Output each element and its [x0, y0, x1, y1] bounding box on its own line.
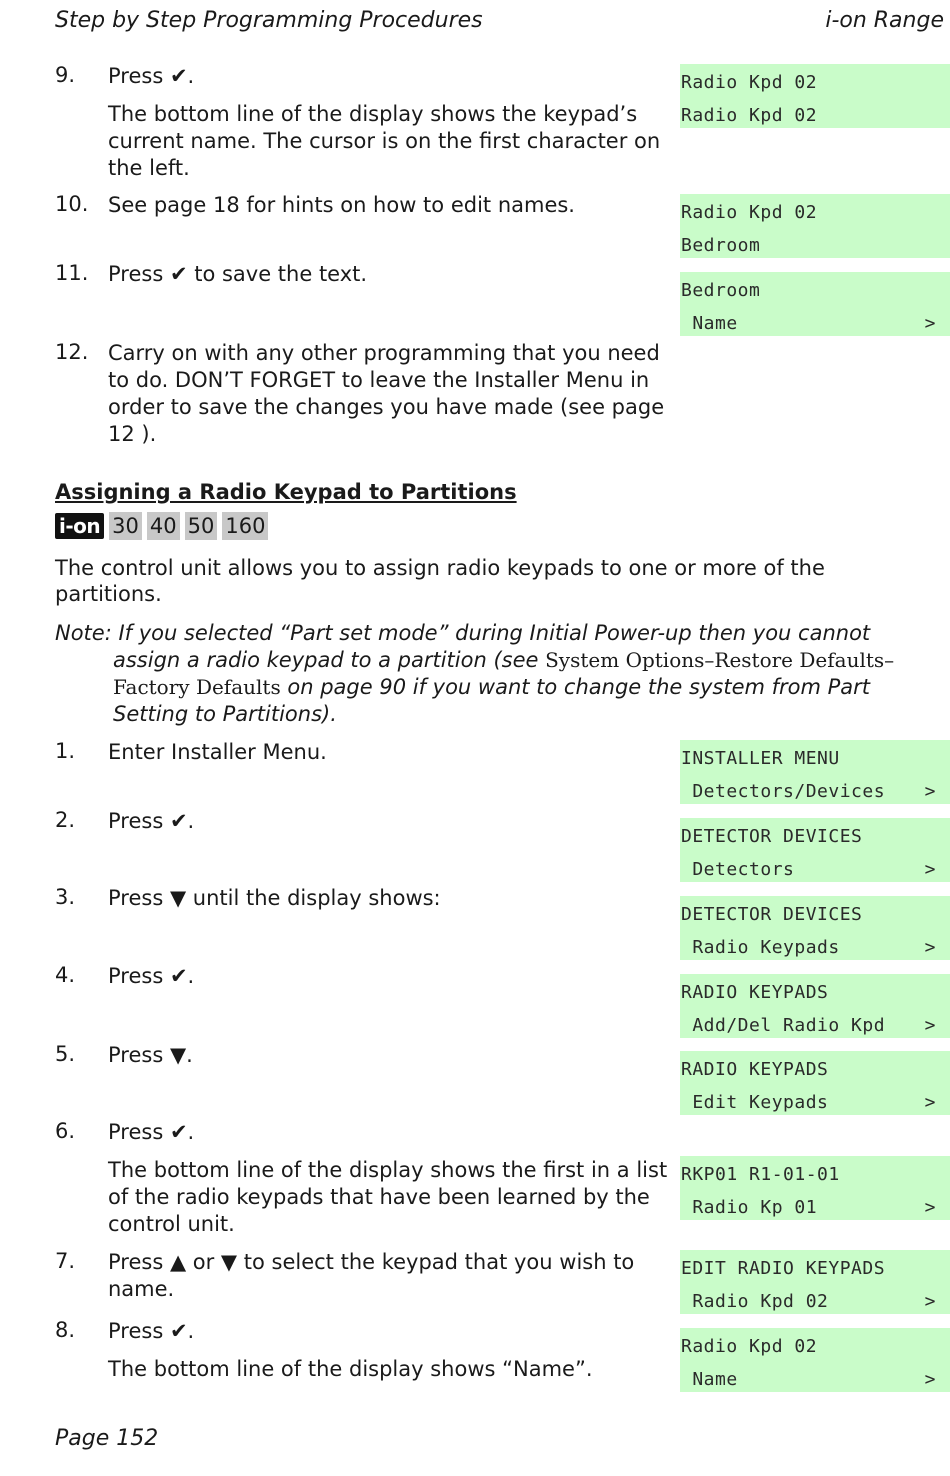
step-number: 5. — [55, 1042, 76, 1066]
step-text: Press ✔ to save the text. — [108, 262, 368, 286]
lcd-line-1: DETECTOR DEVICES — [681, 826, 863, 847]
step-text: Press ▼ until the display shows: — [108, 886, 441, 910]
step-text: The bottom line of the display shows the first in a list of the radio keypads that have been learned by the control unit. — [108, 1158, 668, 1236]
lcd-display — [680, 974, 950, 1038]
lcd-line-2: Detectors — [681, 859, 795, 880]
step-number: 8. — [55, 1318, 76, 1342]
lcd-display — [680, 740, 950, 804]
chevron-right-icon: > — [924, 1291, 936, 1312]
step-number: 9. — [55, 63, 76, 87]
lcd-line-2: Bedroom — [681, 235, 761, 256]
model-badge: 160 — [222, 512, 268, 540]
step-text: Press ✔. — [108, 1120, 195, 1144]
step-number: 11. — [55, 261, 89, 285]
section-heading: Assigning a Radio Keypad to Partitions — [55, 480, 517, 504]
model-badges — [55, 512, 268, 540]
note-reference: System Options–Restore Defaults– — [545, 648, 895, 672]
lcd-line-2: Detectors/Devices — [681, 781, 886, 802]
chevron-right-icon: > — [924, 1197, 936, 1218]
note-paragraph — [55, 620, 935, 728]
step-text: Carry on with any other programming that you need to do. DON’T FORGET to leave the Installer Menu in order to save the changes you have made (see page 12 ). — [108, 341, 665, 446]
step-number: 2. — [55, 808, 76, 832]
lcd-display — [680, 818, 950, 882]
model-badge: 50 — [185, 512, 218, 540]
page-header-product: i-on Range — [825, 8, 944, 33]
lcd-display — [680, 1051, 950, 1115]
lcd-line-1: Radio Kpd 02 — [681, 202, 818, 223]
lcd-line-1: Radio Kpd 02 — [681, 1336, 818, 1357]
lcd-line-2: Radio Keypads — [681, 937, 840, 958]
step-number: 7. — [55, 1249, 76, 1273]
lcd-display — [680, 896, 950, 960]
ion-logo: i-on — [55, 513, 104, 539]
lcd-line-1: RADIO KEYPADS — [681, 1059, 829, 1080]
note-text: on page 90 if you want to change the system from Part Setting to Partitions). — [113, 675, 871, 726]
model-badge: 30 — [109, 512, 142, 540]
step-number: 3. — [55, 885, 76, 909]
model-badge: 40 — [147, 512, 180, 540]
step-number: 1. — [55, 739, 76, 763]
step-number: 4. — [55, 963, 76, 987]
lcd-line-2: Name — [681, 313, 738, 334]
step-text: Press ✔. — [108, 964, 195, 988]
step-text: Press ✔. — [108, 1319, 195, 1343]
lcd-line-2: Radio Kpd 02 — [681, 1291, 829, 1312]
step-text: See page 18 for hints on how to edit names. — [108, 193, 575, 217]
step-text: The bottom line of the display shows the keypad’s current name. The cursor is on the first character on the left. — [108, 102, 661, 180]
step-number: 12. — [55, 340, 89, 364]
lcd-display — [680, 194, 950, 258]
lcd-display — [680, 64, 950, 128]
lcd-line-2: Radio Kpd 02 — [681, 105, 818, 126]
lcd-line-2: Edit Keypads — [681, 1092, 829, 1113]
lcd-line-1: Radio Kpd 02 — [681, 72, 818, 93]
intro-paragraph: The control unit allows you to assign radio keypads to one or more of the partitions. — [55, 556, 825, 606]
step-text: Press ✔. — [108, 64, 195, 88]
note-text: assign a radio keypad to a partition (see — [113, 648, 546, 672]
lcd-line-2: Radio Kp 01 — [681, 1197, 818, 1218]
chevron-right-icon: > — [924, 1369, 936, 1390]
chevron-right-icon: > — [924, 781, 936, 802]
chevron-right-icon: > — [924, 1092, 936, 1113]
step-text: Press ▼. — [108, 1043, 193, 1067]
lcd-line-2: Add/Del Radio Kpd — [681, 1015, 886, 1036]
step-number: 10. — [55, 192, 89, 216]
page-number: Page 152 — [55, 1426, 159, 1451]
lcd-line-1: RKP01 R1-01-01 — [681, 1164, 840, 1185]
lcd-line-1: EDIT RADIO KEYPADS — [681, 1258, 886, 1279]
lcd-display — [680, 272, 950, 336]
step-text: The bottom line of the display shows “Name”. — [108, 1357, 593, 1381]
chevron-right-icon: > — [924, 937, 936, 958]
chevron-right-icon: > — [924, 313, 936, 334]
lcd-line-1: Bedroom — [681, 280, 761, 301]
step-text: Press ▲ or ▼ to select the keypad that you wish to name. — [108, 1250, 635, 1301]
lcd-display — [680, 1156, 950, 1220]
step-number: 6. — [55, 1119, 76, 1143]
step-text: Enter Installer Menu. — [108, 740, 327, 764]
lcd-line-1: RADIO KEYPADS — [681, 982, 829, 1003]
step-text: Press ✔. — [108, 809, 195, 833]
chevron-right-icon: > — [924, 859, 936, 880]
lcd-line-1: INSTALLER MENU — [681, 748, 840, 769]
note-continuation — [55, 647, 935, 728]
page-header-title: Step by Step Programming Procedures — [55, 8, 483, 33]
lcd-line-1: DETECTOR DEVICES — [681, 904, 863, 925]
note-line-1: Note: If you selected “Part set mode” during Initial Power-up then you cannot — [55, 621, 871, 645]
note-reference: Factory Defaults — [113, 675, 281, 699]
lcd-display — [680, 1250, 950, 1314]
lcd-line-2: Name — [681, 1369, 738, 1390]
lcd-display — [680, 1328, 950, 1392]
chevron-right-icon: > — [924, 1015, 936, 1036]
